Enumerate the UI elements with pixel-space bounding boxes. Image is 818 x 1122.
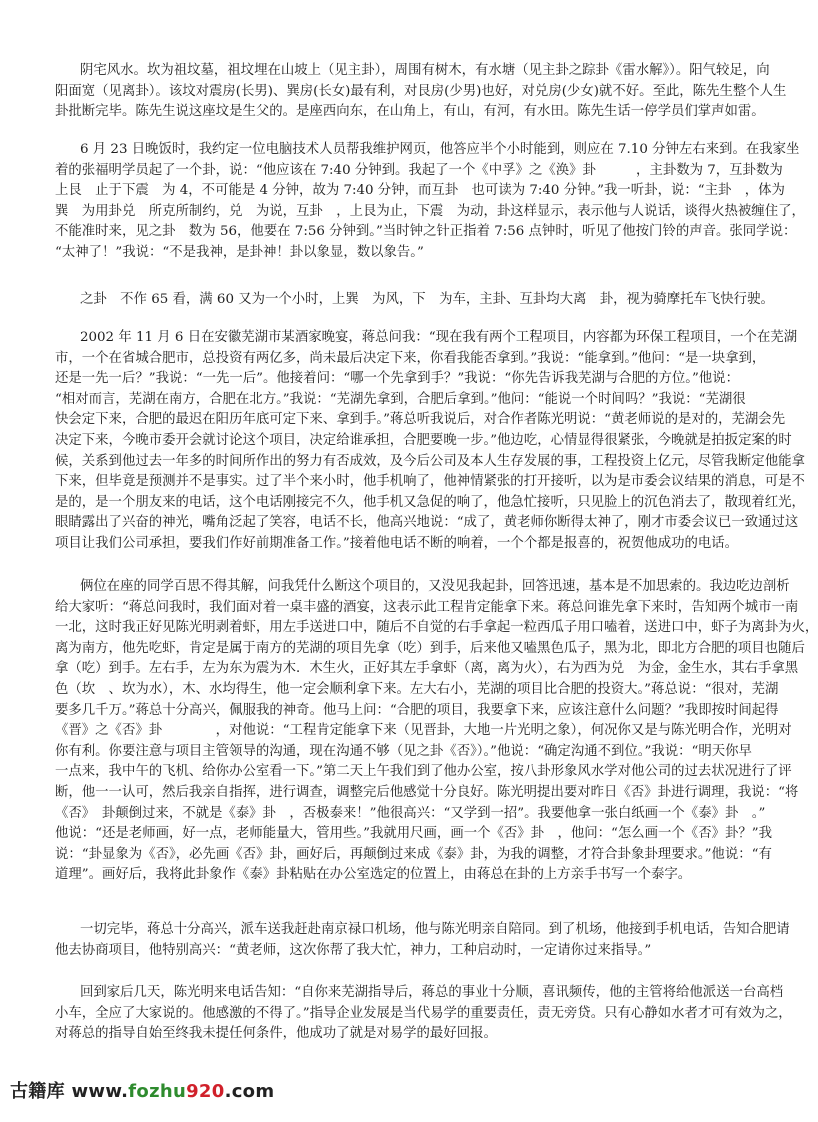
paragraph xyxy=(55,61,787,123)
text-line: 还是一先一后？”我说：“一先一后”。他接着问：“哪一个先拿到手？”我说：“你先告诉我芜湖与合肥的方位。”他说： xyxy=(55,371,739,387)
text-line: 拿（吃）到手。左右手，左为东为震为木．木生火，正好其左手拿虾（离，离为火），右为西为兑 为金，金生水，其右手拿黑 xyxy=(55,661,799,677)
text-line: 色（坎 、坎为水），木、水均得生，他一定会顺利拿下来。左大右小，芜湖的项目比合肥的投资大。”蒋总说：“很对，芜湖 xyxy=(55,681,779,697)
text-line: 说：“卦显象为《否》，必先画《否》卦，画好后，再颠倒过来成《泰》卦，为我的调整，才符合卦象卦理要求。”他说：“有 xyxy=(55,846,772,862)
text-line: 《晋》之《否》卦 ，对他说：“工程肯定能拿下来（见晋卦，大地一片光明之象），何况你又是与陈光明合作，光明对 xyxy=(55,723,792,739)
text-line: 俩位在座的同学百思不得其解，问我凭什么断这个项目的，又没见我起卦，回答迅速，基本是不加思索的。我边吃边剖析 xyxy=(80,579,790,594)
text-line: 他去协商项目，他特别高兴：“黄老师，这次你帮了我大忙，神力，工种启动时，一定请你过来指导。” xyxy=(55,942,652,958)
text-line: 一北，这时我正好见陈光明剥着虾，用左手送进口中，随后不自觉的右手拿起一粒西瓜子用口嗑着，送进口中，虾子为离卦为火， xyxy=(55,620,818,636)
footer-url-suffix: .com xyxy=(224,1081,275,1102)
text-line: 他说：“还是老师画，好一点，老师能量大，管用些。”我就用尺画，画一个《否》卦 ，他问：“怎么画一个《否》卦？”我 xyxy=(55,826,772,842)
paragraph xyxy=(55,328,805,555)
text-line: 回到家后几天，陈光明来电话告知：“自你来芜湖指导后，蒋总的事业十分顺，喜讯频传，他的主管将给他派送一台高档 xyxy=(80,985,784,1000)
text-line: 你有利。你要注意与项目主管领导的沟通，现在沟通不够（见之卦《否》）。”他说：“确定沟通不到位。”我说：“明天你早 xyxy=(55,743,752,759)
text-line: 上艮 止于下震 为 4，不可能是 4 分钟，故为 7:40 分钟，而互卦 也可读为 7:40 分钟。”我一听卦，说：“主卦 ，体为 xyxy=(55,183,785,199)
text-line: 断，他一一认可，然后我亲自指挥，进行调查，调整完后他感觉十分良好。陈光明提出要对昨日《否》卦进行调理，我说：“将 xyxy=(55,784,799,800)
footer-url-prefix: www. xyxy=(71,1081,129,1102)
text-line: 项目让我们公司承担，要我们作好前期准备工作。”接着他电话不断的响着，一个个都是报喜的，祝贺他成功的电话。 xyxy=(55,535,739,551)
text-line: 《否》 卦颠倒过来，不就是《泰》卦 ，否极泰来！”他很高兴：“又学到一招”。我要他拿一张白纸画一个《泰》卦 。” xyxy=(55,805,766,821)
text-line: 巽 为用卦兑 所克所制约，兑 为说，互卦 ，上艮为止，下震 为动，卦这样显示，表示他与人说话，谈得火热被缠住了， xyxy=(55,203,805,219)
text-line: 给大家听：“蒋总问我时，我们面对着一桌丰盛的酒宴，这表示此工程肯定能拿下来。蒋总问谁先拿下来时，告知两个城市一南 xyxy=(55,599,799,615)
text-line: 是的，是一个朋友来的电话，这个电话刚接完不久，他手机又急促的响了，他急忙接听，只见脸上的沉色消去了，散现着红光， xyxy=(55,494,805,510)
text-line: 一切完毕，蒋总十分高兴，派车送我赶赴南京禄口机场，他与陈光明亲自陪同。到了机场，他接到手机电话，告知合肥请 xyxy=(80,922,790,937)
text-line: 候，关系到他过去一年多的时间所作出的努力有否成效，及今后公司及本人生存发展的事，工程投资上亿元，尽管我断定他能拿 xyxy=(55,453,805,469)
text-line: 决定下来，今晚市委开会就讨论这个项目，决定给谁承担，合肥要晚一步。”他边吃，心情显得很紧张，今晚就是拍扳定案的时 xyxy=(55,432,792,448)
paragraph xyxy=(55,983,792,1045)
text-line: 阴宅风水。坎为祖坟墓，祖坟埋在山坡上（见主卦），周围有树木，有水塘（见主卦之踪卦《雷水解》）。阳气较足，向 xyxy=(80,63,770,78)
text-line: 快会定下来，合肥的最迟在阳历年底可定下来、拿到手。”蒋总听我说后，对合作者陈光明说：“黄老师说的是对的，芜湖会先 xyxy=(55,412,786,428)
text-line: 一点来，我中午的飞机、给你办公室看一下。”第二天上午我们到了他办公室，按八卦形象风水学对他公司的过去状况进行了评 xyxy=(55,764,792,780)
paragraph xyxy=(55,290,774,311)
text-line: 下来，但毕竟是预测并不是事实。过了半个来小时，他手机响了，他神情紧张的打开接听，以为是市委会议结果的消息，可是不 xyxy=(55,474,805,490)
footer-url[interactable] xyxy=(71,1081,274,1102)
text-line: 6 月 23 日晚饭时，我约定一位电脑技术人员帮我维护网页，他答应半个小时能到，则应在 7.10 分钟左右来到。在我家坐 xyxy=(80,142,800,157)
text-line: 阳面宽（见离卦）。该坟对震房(长男)、巽房(长女)最有利，对艮房(少男)也好，对兑房(少女)就不好。至此，陈先生整个人生 xyxy=(55,83,787,99)
text-line: 不能准时来，见之卦 数为 56，他要在 7:56 分钟到。”当时钟之针正指着 7:56 点钟时，听见了他按门铃的声音。张同学说： xyxy=(55,224,797,240)
text-line: 离为南方，他先吃虾，肯定是属于南方的芜湖的项目先拿（吃）到手，后来他又嗑黑色瓜子，黑为北，即北方合肥的项目也随后 xyxy=(55,640,805,656)
text-line: “太神了！”我说：“不是我神，是卦神！卦以象显，数以象告。” xyxy=(55,244,424,260)
text-line: 着的张福明学员起了一个卦，说：“他应该在 7:40 分钟到。我起了一个《中孚》之《涣》卦 ，主卦数为 7，互卦数为 xyxy=(55,162,783,178)
text-line: 小车，全应了大家说的。他感激的不得了。”指导企业发展是当代易学的重要责任，责无旁贷。只有心静如水者才可有效为之， xyxy=(55,1005,792,1021)
text-line: 之卦 不作 65 看，满 60 又为一个小时，上巽 为风，下 为车，主卦、互卦均大离 卦，视为骑摩托车飞快行驶。 xyxy=(80,292,774,307)
footer-url-green: fozhu xyxy=(128,1081,187,1102)
text-line: 要多几千万。”蒋总十分高兴，佩服我的神奇。他马上问：“合肥的项目，我要拿下来，应该注意什么问题？”我即按时间起得 xyxy=(55,702,779,718)
text-line: “相对而言，芜湖在南方，合肥在北方。”我说：“芜湖先拿到，合肥后拿到。”他问：“能说一个时间吗？”我说：“芜湖很 xyxy=(55,391,746,407)
text-line: 眼睛露出了兴奋的神光，嘴角泛起了笑容，电话不长，他高兴地说：“成了，黄老师你断得太神了，刚才市委会议已一致通过这 xyxy=(55,515,799,531)
text-line: 2002 年 11 月 6 日在安徽芜湖市某酒家晚宴，蒋总问我：“现在我有两个工程项目，内容都为环保工程项目，一个在芜湖 xyxy=(80,330,798,345)
text-line: 道理”。画好后，我将此卦象作《泰》卦粘贴在办公室选定的位置上，由蒋总在卦的上方亲手书写一个泰字。 xyxy=(55,867,692,883)
footer-site-name: 古籍库 xyxy=(10,1081,65,1102)
paragraph xyxy=(55,920,790,961)
text-line: 对蒋总的指导自始至终我未提任何条件，他成功了就是对易学的最好回报。 xyxy=(55,1026,497,1042)
text-line: 市，一个在省城合肥市，总投资有两亿多，尚未最后决定下来，你看我能否拿到。”我说：“能拿到。”他问：“是一块拿到， xyxy=(55,350,766,366)
paragraph xyxy=(55,577,818,886)
paragraph xyxy=(55,140,805,264)
text-line: 卦批断完毕。陈先生说这座坟是生父的。是座西向东，在山角上，有山，有河，有水田。陈先生话一停学员们掌声如雷。 xyxy=(55,104,765,120)
footer-watermark xyxy=(10,1077,274,1103)
footer-url-red: 920 xyxy=(186,1081,225,1102)
